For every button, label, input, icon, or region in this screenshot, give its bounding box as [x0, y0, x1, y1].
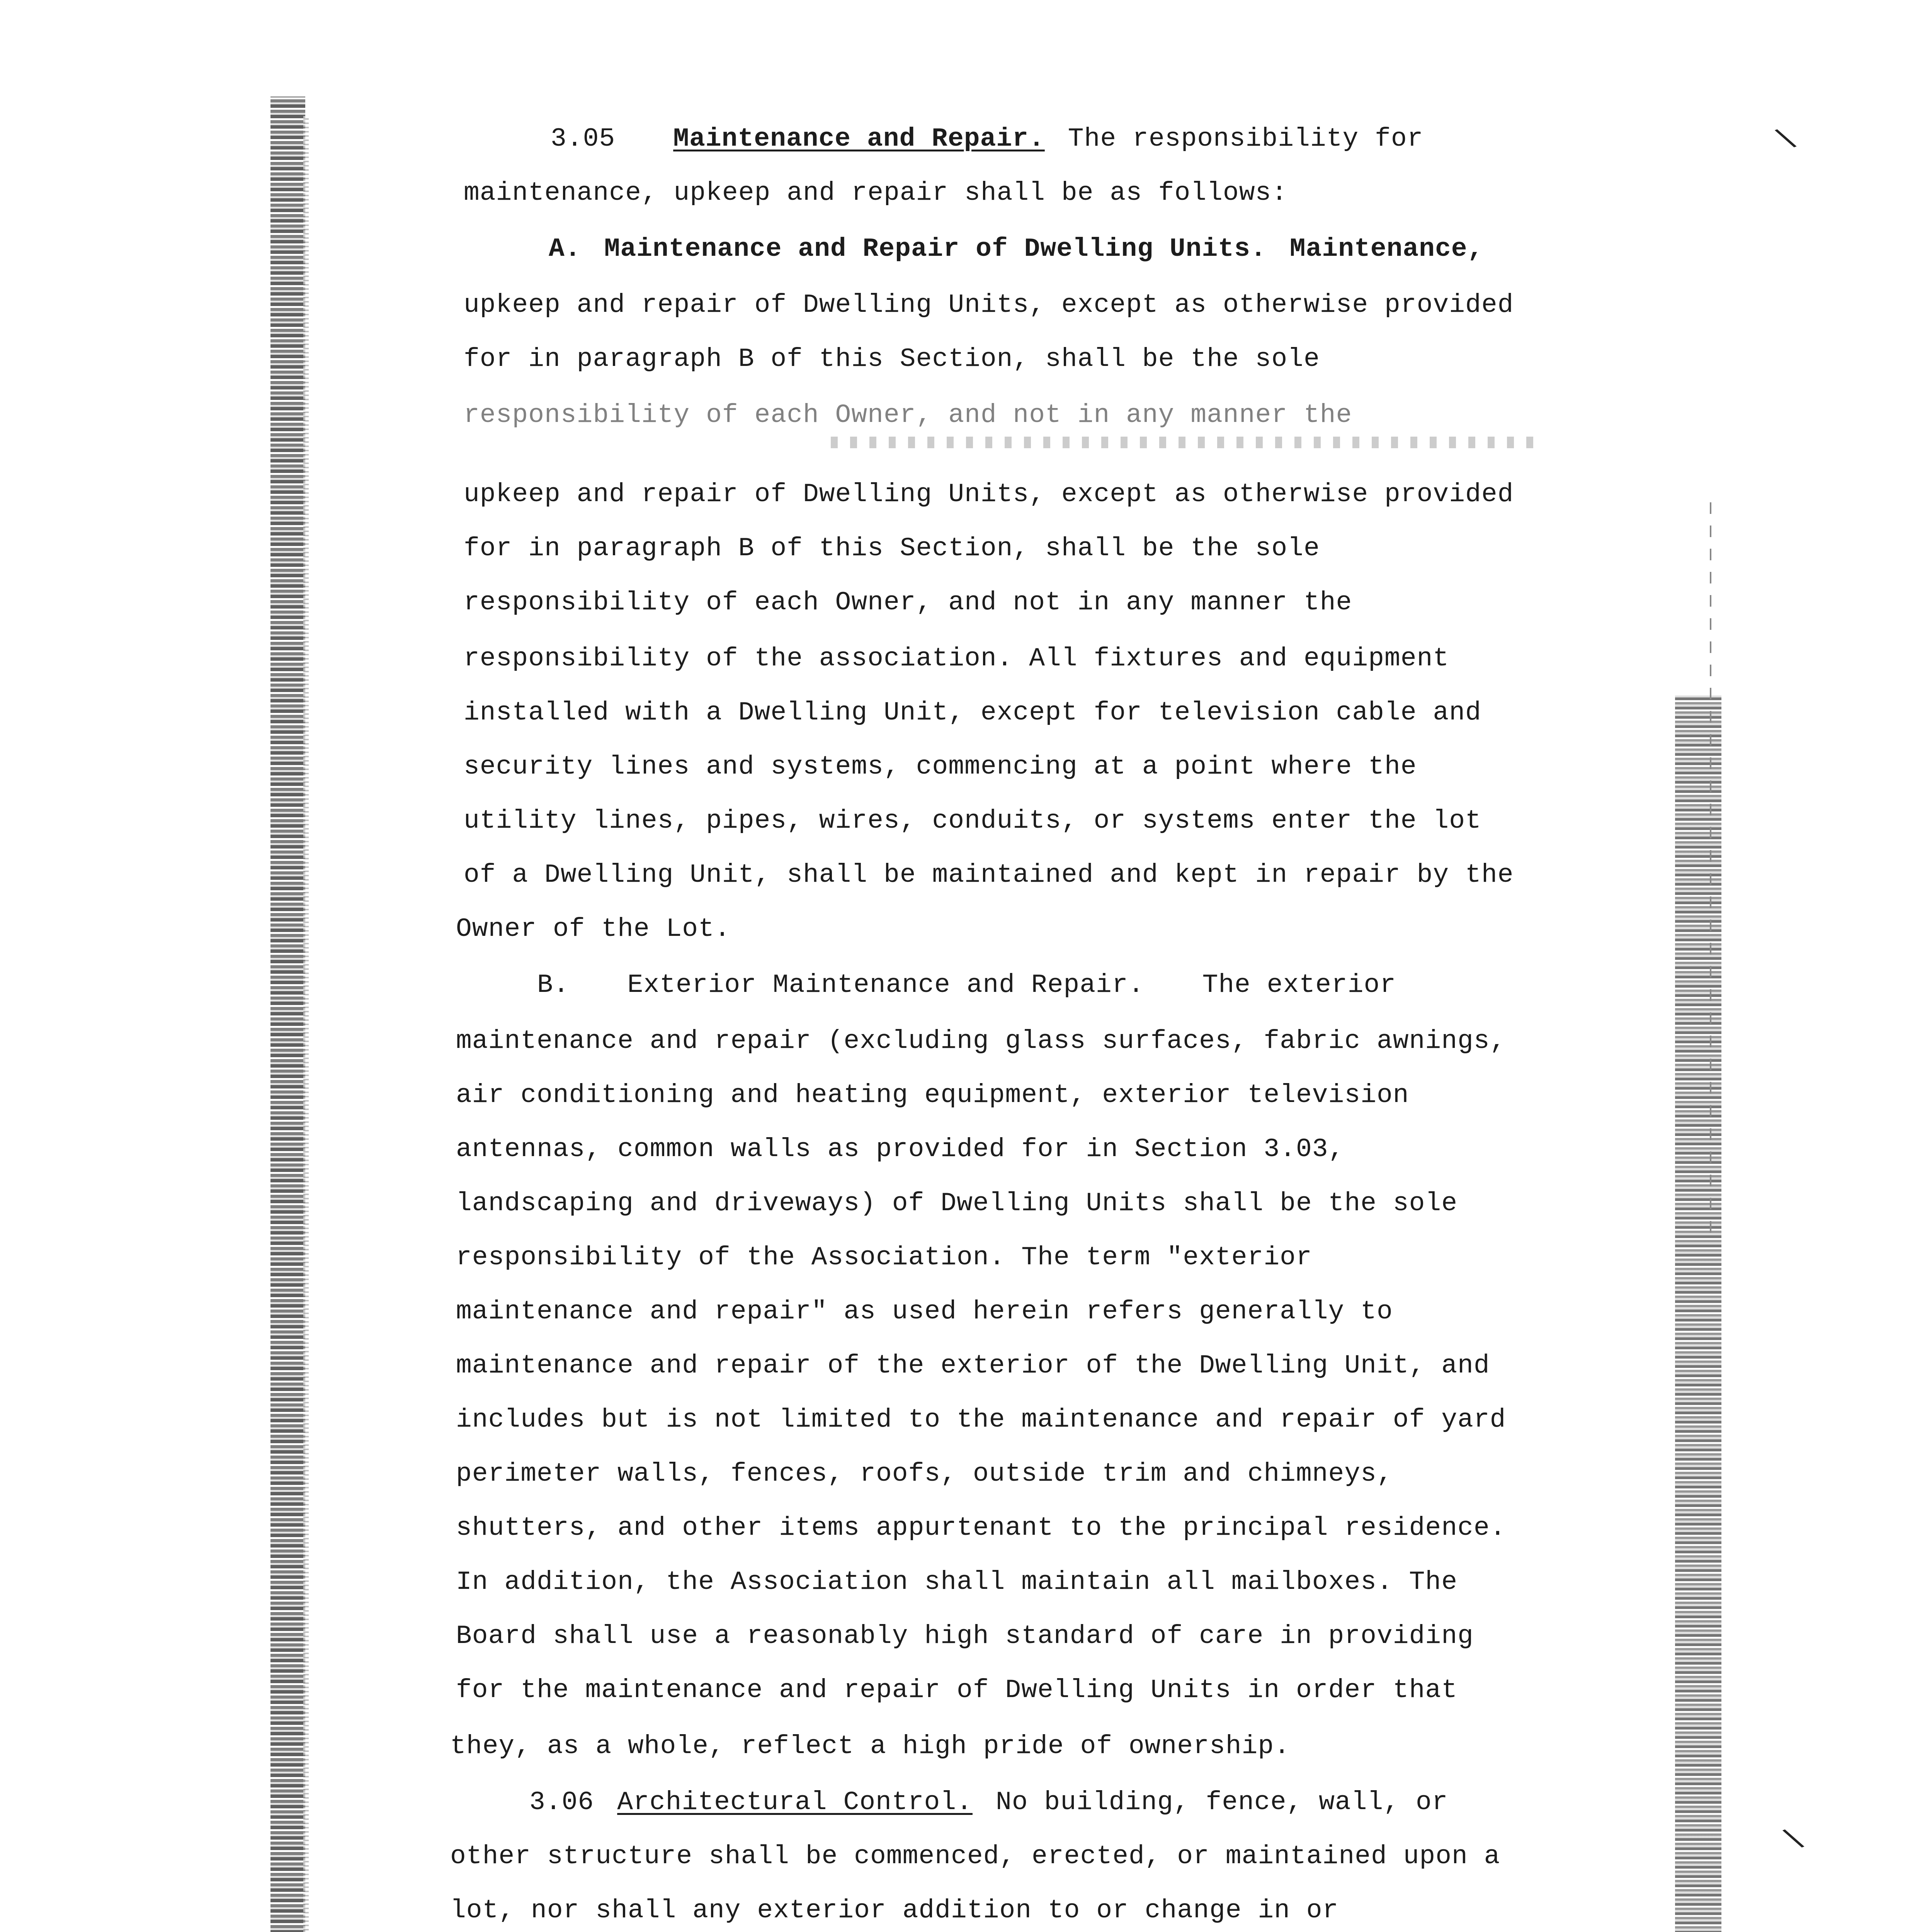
text-line: responsibility of each Owner, and not in any manner the — [464, 400, 1352, 430]
text-line: installed with a Dwelling Unit, except for television cable and — [464, 698, 1481, 728]
para-heading: Exterior Maintenance and Repair. — [627, 970, 1145, 1000]
text-line: responsibility of the association. All fixtures and equipment — [464, 644, 1449, 673]
text-line: includes but is not limited to the maintenance and repair of yard — [456, 1405, 1506, 1435]
text-line: for the maintenance and repair of Dwelling Units in order that — [456, 1675, 1458, 1705]
text-line: maintenance and repair of the exterior of the Dwelling Unit, and — [456, 1351, 1490, 1381]
text-line: antennas, common walls as provided for in Section 3.03, — [456, 1134, 1345, 1164]
para-heading-tail: Maintenance, — [1289, 234, 1484, 264]
section-intro: The responsibility for — [1068, 124, 1423, 154]
text-line: maintenance and repair (excluding glass surfaces, fabric awnings, — [456, 1026, 1506, 1056]
scan-edge-left — [270, 97, 305, 1932]
section-306-heading-line — [529, 1787, 1448, 1818]
para-heading: Maintenance and Repair of Dwelling Units. — [604, 234, 1267, 264]
text-line: responsibility of each Owner, and not in any manner the — [464, 588, 1352, 617]
section-number: 3.05 — [551, 124, 616, 154]
text-line: perimeter walls, fences, roofs, outside trim and chimneys, — [456, 1459, 1393, 1489]
scan-edge-right — [1675, 696, 1721, 1932]
section-305-heading-line — [551, 124, 1423, 155]
text-line: Board shall use a reasonably high standard of care in providing — [456, 1621, 1474, 1651]
text-line: other structure shall be commenced, erected, or maintained upon a — [450, 1842, 1500, 1871]
text-line: shutters, and other items appurtenant to the principal residence. — [456, 1513, 1506, 1543]
text-line: upkeep and repair of Dwelling Units, except as otherwise provided — [464, 290, 1514, 320]
text-line: they, as a whole, reflect a high pride of ownership. — [450, 1731, 1290, 1761]
overprint-artifact — [831, 437, 1534, 448]
text-line: of a Dwelling Unit, shall be maintained and kept in repair by the — [464, 860, 1514, 890]
text-line: air conditioning and heating equipment, exterior television — [456, 1080, 1409, 1110]
text-line: for in paragraph B of this Section, shall be the sole — [464, 534, 1320, 563]
text-line: In addition, the Association shall maintain all mailboxes. The — [456, 1567, 1458, 1597]
text-line: responsibility of the Association. The term "exterior — [456, 1243, 1312, 1272]
section-number: 3.06 — [529, 1787, 594, 1817]
section-intro: No building, fence, wall, or — [995, 1787, 1448, 1817]
margin-rule — [1710, 498, 1711, 1233]
text-line: upkeep and repair of Dwelling Units, except as otherwise provided — [464, 480, 1514, 509]
section-heading: Maintenance and Repair. — [673, 124, 1045, 154]
text-line: lot, nor shall any exterior addition to or change in or — [450, 1896, 1339, 1925]
text-line: landscaping and driveways) of Dwelling Units shall be the sole — [456, 1189, 1458, 1218]
margin-tick-mark: \ — [1772, 121, 1802, 161]
para-heading-tail: The exterior — [1202, 970, 1396, 1000]
text-line: security lines and systems, commencing at a point where the — [464, 752, 1417, 782]
para-b-heading-line — [537, 970, 1396, 1001]
para-a-heading-line — [549, 234, 1483, 265]
para-marker: A. — [549, 234, 581, 264]
scan-edge-left-inner — [303, 116, 309, 1932]
section-heading: Architectural Control. — [617, 1787, 973, 1817]
margin-tick-mark: \ — [1779, 1821, 1810, 1861]
text-line: for in paragraph B of this Section, shall be the sole — [464, 344, 1320, 374]
para-marker: B. — [537, 970, 570, 1000]
text-line: maintenance, upkeep and repair shall be as follows: — [464, 178, 1288, 208]
text-line: Owner of the Lot. — [456, 914, 731, 944]
text-line: utility lines, pipes, wires, conduits, or systems enter the lot — [464, 806, 1481, 836]
text-line: maintenance and repair" as used herein refers generally to — [456, 1297, 1393, 1327]
